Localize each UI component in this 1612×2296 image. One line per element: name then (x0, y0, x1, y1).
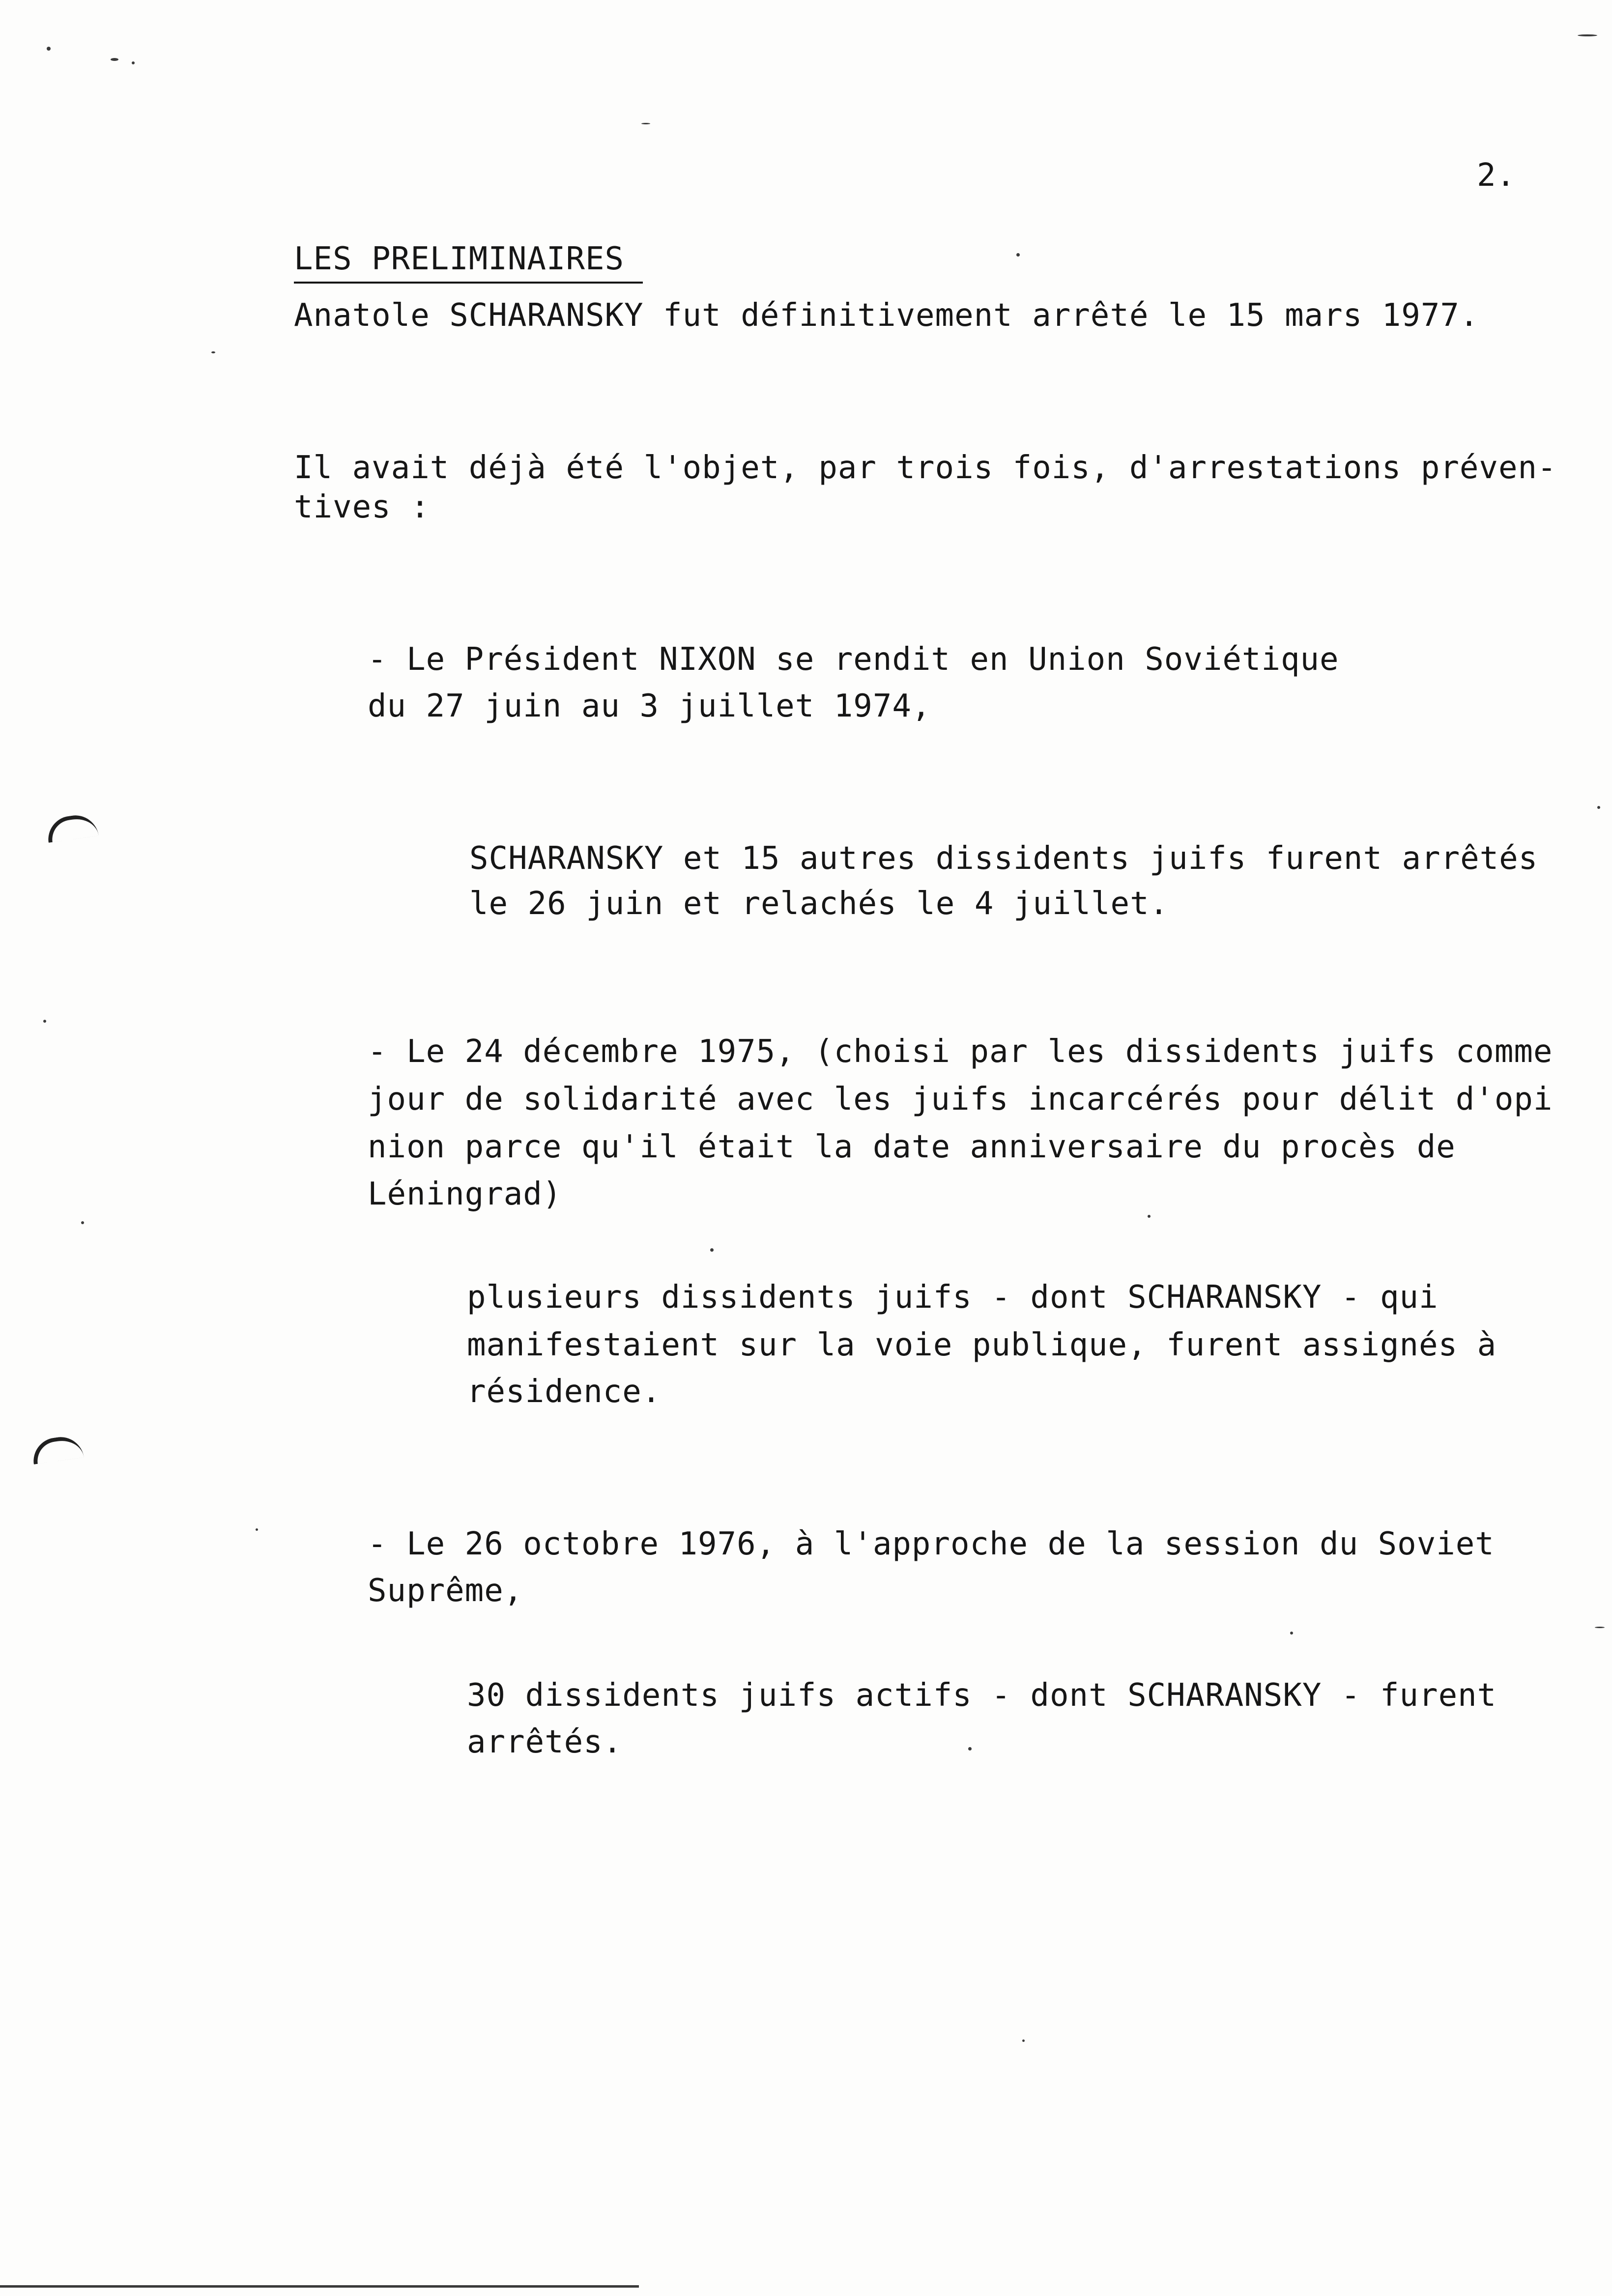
page-number: 2. (1477, 157, 1516, 194)
scan-speck (641, 123, 650, 124)
scan-speck (1597, 806, 1600, 809)
scan-speck (1022, 2039, 1025, 2042)
event-detail-line: plusieurs dissidents juifs - dont SCHARANSKY - qui (467, 1279, 1439, 1316)
section-heading: LES PRELIMINAIRES (294, 243, 643, 284)
punch-hole-mark (30, 1434, 84, 1464)
event-line: - Le 24 décembre 1975, (choisi par les dissidents juifs comme (368, 1033, 1553, 1070)
event-line: du 27 juin au 3 juillet 1974, (368, 688, 931, 724)
scan-speck (710, 1248, 714, 1252)
scan-speck (211, 351, 215, 353)
scan-speck (81, 1221, 84, 1224)
scan-speck (43, 1020, 46, 1023)
scan-speck (1148, 1215, 1151, 1218)
event-detail-line: 30 dissidents juifs actifs - dont SCHARANSKY - furent (467, 1677, 1497, 1714)
event-line: jour de solidarité avec les juifs incarcérés pour délit d'opi (368, 1081, 1553, 1118)
preamble-line: Il avait déjà été l'objet, par trois fois, d'arrestations préven- (294, 450, 1557, 486)
scan-speck (968, 1747, 972, 1751)
event-line: - Le Président NIXON se rendit en Union Soviétique (368, 641, 1339, 678)
scan-speck (1290, 1632, 1293, 1635)
scan-speck (111, 58, 118, 61)
scan-speck (1016, 253, 1020, 257)
event-line: Suprême, (368, 1573, 523, 1609)
bottom-scan-edge (0, 2285, 639, 2288)
punch-hole-mark (45, 812, 99, 843)
event-detail-line: manifestaient sur la voie publique, furent assignés à (467, 1327, 1497, 1363)
event-detail-line: le 26 juin et relachés le 4 juillet. (469, 886, 1169, 922)
scan-speck (47, 47, 51, 51)
event-line: Léningrad) (368, 1176, 562, 1212)
scan-speck (1595, 1627, 1605, 1628)
scan-speck (132, 61, 135, 64)
preamble-line: tives : (294, 489, 430, 525)
scan-speck (256, 1528, 258, 1531)
intro-line: Anatole SCHARANSKY fut définitivement arrêté le 15 mars 1977. (294, 297, 1479, 334)
event-line: - Le 26 octobre 1976, à l'approche de la session du Soviet (368, 1526, 1495, 1562)
event-detail-line: résidence. (467, 1374, 662, 1410)
event-detail-line: arrêtés. (467, 1724, 623, 1760)
scan-speck (1578, 34, 1597, 36)
event-detail-line: SCHARANSKY et 15 autres dissidents juifs furent arrêtés (469, 840, 1538, 877)
event-line: nion parce qu'il était la date anniversaire du procès de (368, 1129, 1456, 1165)
